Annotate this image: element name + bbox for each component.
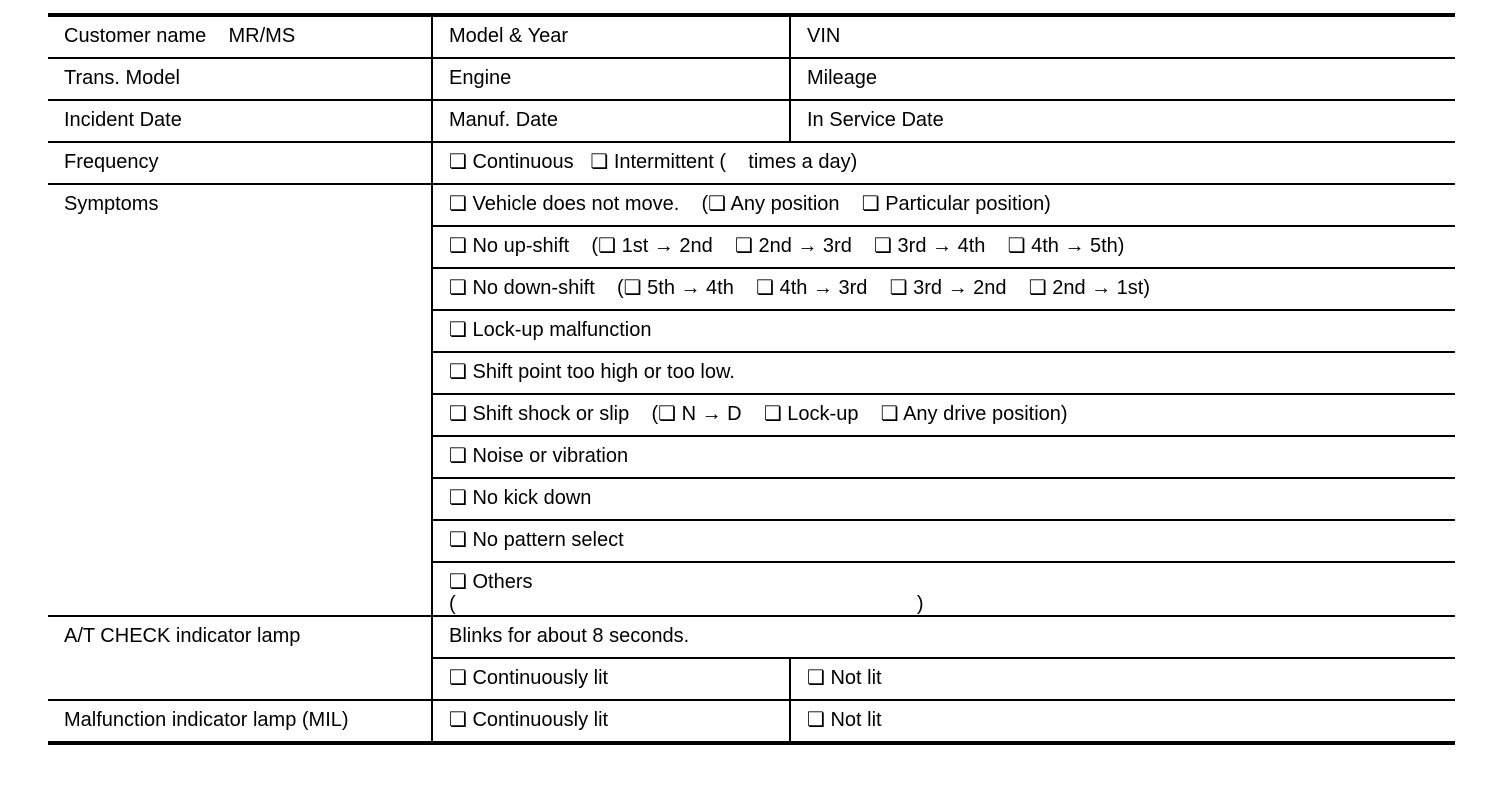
- trans-model-label: Trans. Model: [48, 58, 432, 100]
- symptom-vehicle-does-not-move[interactable]: ❏ Vehicle does not move. (❏ Any position ❏ Particular position): [432, 184, 1455, 226]
- at-check-continuously-lit-option[interactable]: ❏ Continuously lit: [432, 658, 790, 700]
- customer-name-label: Customer name MR/MS: [48, 15, 432, 58]
- in-service-date-label: In Service Date: [790, 100, 1455, 142]
- frequency-label: Frequency: [48, 142, 432, 184]
- mileage-label: Mileage: [790, 58, 1455, 100]
- table-row: [48, 616, 1455, 658]
- table-row: [48, 142, 1455, 184]
- table-row: [48, 58, 1455, 100]
- table-row: [48, 700, 1455, 743]
- manuf-date-label: Manuf. Date: [432, 100, 790, 142]
- customer-questionnaire-table: [48, 13, 1455, 745]
- table-row: [48, 184, 1455, 226]
- at-check-lamp-label: A/T CHECK indicator lamp: [48, 616, 432, 700]
- vin-label: VIN: [790, 15, 1455, 58]
- symptom-shift-point[interactable]: ❏ Shift point too high or too low.: [432, 352, 1455, 394]
- symptom-lock-up-malfunction[interactable]: ❏ Lock-up malfunction: [432, 310, 1455, 352]
- symptom-no-up-shift[interactable]: ❏ No up-shift (❏ 1st → 2nd ❏ 2nd → 3rd ❏ 3rd → 4th ❏ 4th → 5th): [432, 226, 1455, 268]
- model-year-label: Model & Year: [432, 15, 790, 58]
- symptoms-label: Symptoms: [48, 184, 432, 616]
- symptom-noise-or-vibration[interactable]: ❏ Noise or vibration: [432, 436, 1455, 478]
- mil-lamp-label: Malfunction indicator lamp (MIL): [48, 700, 432, 743]
- engine-label: Engine: [432, 58, 790, 100]
- mil-continuously-lit-option[interactable]: ❏ Continuously lit: [432, 700, 790, 743]
- symptom-no-kick-down[interactable]: ❏ No kick down: [432, 478, 1455, 520]
- incident-date-label: Incident Date: [48, 100, 432, 142]
- at-check-not-lit-option[interactable]: ❏ Not lit: [790, 658, 1455, 700]
- symptom-no-down-shift[interactable]: ❏ No down-shift (❏ 5th → 4th ❏ 4th → 3rd ❏ 3rd → 2nd ❏ 2nd → 1st): [432, 268, 1455, 310]
- mil-not-lit-option[interactable]: ❏ Not lit: [790, 700, 1455, 743]
- frequency-options[interactable]: ❏ Continuous ❏ Intermittent ( times a day): [432, 142, 1455, 184]
- symptom-no-pattern-select[interactable]: ❏ No pattern select: [432, 520, 1455, 562]
- table-row: [48, 15, 1455, 58]
- symptom-others[interactable]: ❏ Others ( ): [432, 562, 1455, 616]
- at-check-blinks-option[interactable]: Blinks for about 8 seconds.: [432, 616, 1455, 658]
- table-row: [48, 100, 1455, 142]
- symptom-shift-shock-or-slip[interactable]: ❏ Shift shock or slip (❏ N → D ❏ Lock-up ❏ Any drive position): [432, 394, 1455, 436]
